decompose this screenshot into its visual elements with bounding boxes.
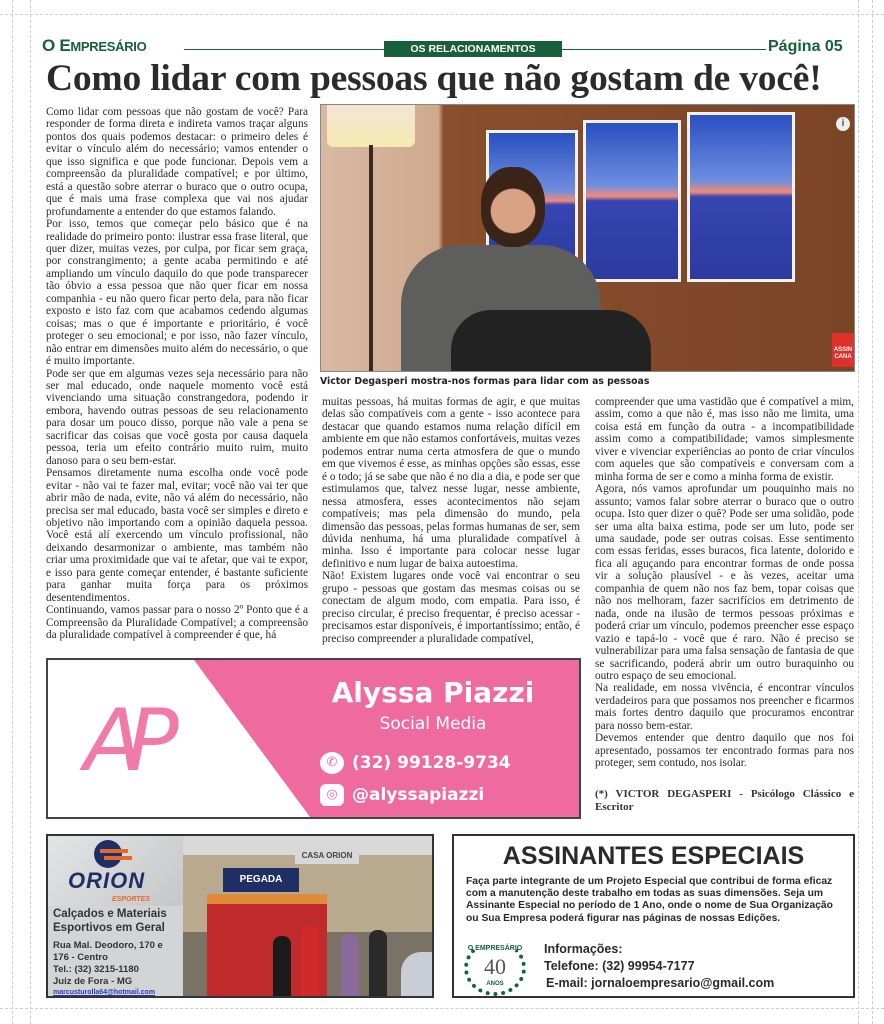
ad-phone-line [320, 752, 511, 774]
anniversary-seal [464, 940, 526, 996]
wall-picture [687, 112, 795, 282]
margin-guide [0, 14, 884, 15]
ad-instagram: @alyssapiazzi [352, 785, 485, 805]
header-rule [562, 49, 766, 50]
orion-city: Juiz de Fora - MG [53, 976, 133, 987]
pedestrian [369, 930, 387, 996]
lamp-shade [327, 105, 415, 147]
section-label: OS RELACIONAMENTOS [384, 41, 562, 57]
wall-picture [583, 120, 681, 282]
orion-esportes-ad [46, 834, 434, 998]
seal-label: ANOS [486, 981, 504, 987]
lamp-pole [369, 145, 373, 372]
paragraph: Pode ser que em algumas vezes seja necessário para não ser mal educado, onde naquele momento você está vivenciando uma situação constrangedora, podendo ir embora, havendo outras pessoas de seu relacionamento para dosar um pouco disso, porque não vale a pena se sacrificar das coisas que você gosta por causa daquela pessoa, teria um efeito contrário muito ruim, muito danoso para o seu bem-estar. [46, 367, 308, 467]
storefront-photo [183, 836, 432, 996]
youtube-subscribe-icon: ASSIN CANA [832, 333, 854, 367]
newspaper-brand [42, 36, 146, 56]
margin-guide [0, 1008, 884, 1009]
seal-name: O EMPRESÁRIO [467, 945, 523, 952]
article-title: Como lidar com pessoas que não gostam de você! [46, 58, 822, 99]
article-column-1 [46, 106, 308, 656]
page-number: Página 05 [768, 38, 843, 55]
orion-logo [48, 836, 183, 906]
subscribers-body: Faça parte integrante de um Projeto Especial que contribui de forma eficaz com a manutenção deste trabalho em todas as suas dimensões. Seja um Assinante Especial no período de 1 Ano, onde o nome de Sua Organização ou Sua Empresa poderá figurar nas páginas de nossas Edições. [466, 876, 833, 924]
margin-guide [872, 0, 873, 1024]
paragraph: Pensamos diretamente numa escolha onde você pode evitar - não vai te fazer mal, evitar; você não vai ter que abrir mão de nada, evite, não vá além do necessário, não precisa ser mal educado, basta você ser simples e direto e objetivo não importando com a opinião daquela pessoa. Você está alí exercendo um vínculo profissional, não deixando desarmonizar o ambiente, mas também não criar uma proximidade que vai te afetar, que vai te expor, e isso para gente começar entender, é bastante suficiente para ganhar muita força para os próximos desentendimentos. [46, 467, 308, 604]
paragraph: compreender que uma vastidão que é compatível a mim, assim, como a que não é, mas isso não me limita, uma coisa está em função da outra - a incompatibilidade assim como a compatibilidade; vamos simplesmente viver e vivenciar experiências ao ponto de criar vínculos com aqueles que são compatíveis e conversam com a minha forma de ser e como a minha forma de existir. [595, 396, 854, 483]
orion-email-link[interactable]: marcusturolla64@hotmail.com [53, 989, 156, 996]
margin-guide [858, 0, 859, 1024]
brand-rest: MPRESÁRIO [70, 39, 147, 54]
paragraph: Por isso, temos que começar pelo básico que é na realidade do primeiro ponto: ilustrar essa frase literal, que quer dizer, muitas vezes, por culpa, por ficar sem graça, por constrangimento; a gente acaba permitindo e até ampliando um vínculo daquilo do que pode transparecer tão óbvio a essa pessoa que não quer ficar em nossa companhia - eu não quero ficar perto dela, para não ficar exposto e isto faz com que acabamos cedendo algumas coisas; mas o que é importante e prioritário, é você proteger o seu emocional; e por isso, não fazer vínculo, não entrar em dimensões muito além do necessário, o que é muito importante. [46, 218, 308, 368]
article-photo [320, 104, 855, 372]
paragraph: Não! Existem lugares onde você vai encontrar o seu grupo - pessoas que gostam das mesmas coisas ou se conectam de algum modo, com empatia. Para isso, é preciso circular, é preciso frequentar, é preciso acessar - precisamos estar disponíveis, é importantíssimo; então, é preciso compreender a pluralidade compatível, [322, 570, 580, 645]
paragraph: Como lidar com pessoas que não gostam de você? Para responder de forma direta e indireta vamos traçar alguns pontos dos quais podemos destacar: o primeiro deles é evitar o vínculo além do necessário; vamos entender o que isso significa e que pode funcionar. Depois vem a compreensão da pluralidade compatível; e por último, está a questão sobre aterrar o buraco que o outro ocupa, que é mais uma frase complexa que vai nos ajudar profundamente a entender do que estamos falando. [46, 106, 308, 218]
ap-logo: AP [84, 691, 163, 791]
info-label: Informações: [544, 942, 623, 956]
margin-guide [12, 0, 13, 1024]
whatsapp-icon: ✆ [320, 752, 344, 774]
car [401, 952, 434, 996]
ad-name: Alyssa Piazzi [331, 676, 535, 709]
paragraph: Devemos entender que dentro daquilo que nos foi apresentado, possamos ter encontrado formas para nos proteger, sem contudo, nos isolar. [595, 732, 854, 770]
orion-info-panel [48, 836, 183, 996]
person-legs [451, 310, 651, 372]
paragraph: Na realidade, em nossa vivência, é encontrar vínculos verdadeiros para que possamos nos preencher e ficarmos mais fortes dentro daquilo que procuramos encontrar para nosso bem-estar. [595, 682, 854, 732]
ad-phone: (32) 99128-9734 [352, 753, 511, 773]
special-subscribers-ad [452, 834, 855, 998]
paragraph: Agora, nós vamos aprofundar um pouquinho mais no assunto; vamos falar sobre aterrar o buraco que o outro ocupa. Isto quer dizer o quê? Pode ser uma solidão, pode ser uma alta baixa estima, pode ser um luto, pode ser uma saudade, pode ser outras coisas. Esse sentimento com essas feridas, esses buracos, fica latente, dolorido e fica ali aguçando para encontrar formas de onde possa vir a solução plausível - e às vezes, aceitar uma companhia de quem não nos faz bem, topar coisas que não nos melhoram, fazer sacrifícios em detrimento de nada, onde na ilusão de termos pessoas próximas e poderá criar um vínculo, podemos preencher esse espaço vazio e tapá-lo - você que é raro. Não é preciso se vulnerabilizar para uma falsa sensação de fantasia de que se sacrificando, poderá abrir um outro buraquinho ou outro espaço de seu emocional. [595, 483, 854, 682]
paragraph: Continuando, vamos passar para o nosso 2º Ponto que é a Compreensão da Pluralidade Compatível; a compreensão da pluralidade compatível à compreender é que, há [46, 604, 308, 642]
pegada-sign: PEGADA [223, 868, 299, 892]
orion-address: 176 - Centro [53, 952, 108, 963]
margin-guide [30, 0, 31, 1024]
pedestrian [273, 936, 291, 996]
orion-address: Rua Mal. Deodoro, 170 e [53, 940, 163, 951]
article-column-2 [322, 396, 580, 654]
orion-brand-sub: ESPORTES [112, 896, 150, 903]
person-head [481, 167, 545, 247]
subscribers-email[interactable]: E-mail: jornaloempresario@gmail.com [546, 976, 775, 990]
article-column-3 [595, 396, 854, 782]
subscribers-title: ASSINANTES ESPECIAIS [502, 842, 805, 870]
header-rule [184, 49, 384, 50]
orion-tagline: Calçados e Materiais [53, 908, 167, 920]
author-signature: (*) VICTOR DEGASPERI - Psicólogo Clássico e Escritor [595, 788, 854, 813]
orion-tagline: Esportivos em Geral [53, 922, 165, 934]
instagram-icon: ◎ [320, 784, 344, 806]
orion-logo-mark [94, 840, 122, 868]
subscribers-phone: Telefone: (32) 99954-7177 [544, 959, 695, 973]
photo-caption: Victor Degasperi mostra-nos formas para lidar com as pessoas [320, 376, 650, 387]
casa-orion-sign: CASA ORION [295, 848, 359, 864]
ad-role: Social Media [379, 714, 487, 734]
seal-years: 40 [484, 954, 506, 979]
alyssa-piazzi-ad [46, 658, 581, 819]
paragraph: muitas pessoas, há muitas formas de agir, e que muitas delas são compatíveis com a gente - isso acontece para destacar que quando estamos numa relação difícil em ambiente em que não estamos confortáveis, muitas vezes podemos entrar numa certa atmosfera de que o mundo em que vivemos é esse, as minhas opções são essas, esse é o todo; já se sabe que não é no dia a dia, e pode ser que estimulamos que, talvez nesse lugar, nesse ambiente, nessa atmosfera, esses acontecimentos não sejam compatíveis; mas pela dimensão do mundo, pela dimensão das pessoas, pelas formas humanas de ser, sem dúvida nenhuma, há uma pluralidade compatível à minha. Isso é importante para colocar nesse lugar definitivo e num lugar de baixa autoestima. [322, 396, 580, 570]
pedestrian [301, 926, 319, 996]
ad-instagram-line [320, 784, 484, 806]
info-icon: i [836, 117, 850, 131]
brand-initial: O E [42, 36, 71, 55]
orion-brand: ORION [68, 868, 146, 893]
pedestrian [341, 934, 359, 996]
orion-phone: Tel.: (32) 3215-1180 [53, 964, 139, 975]
